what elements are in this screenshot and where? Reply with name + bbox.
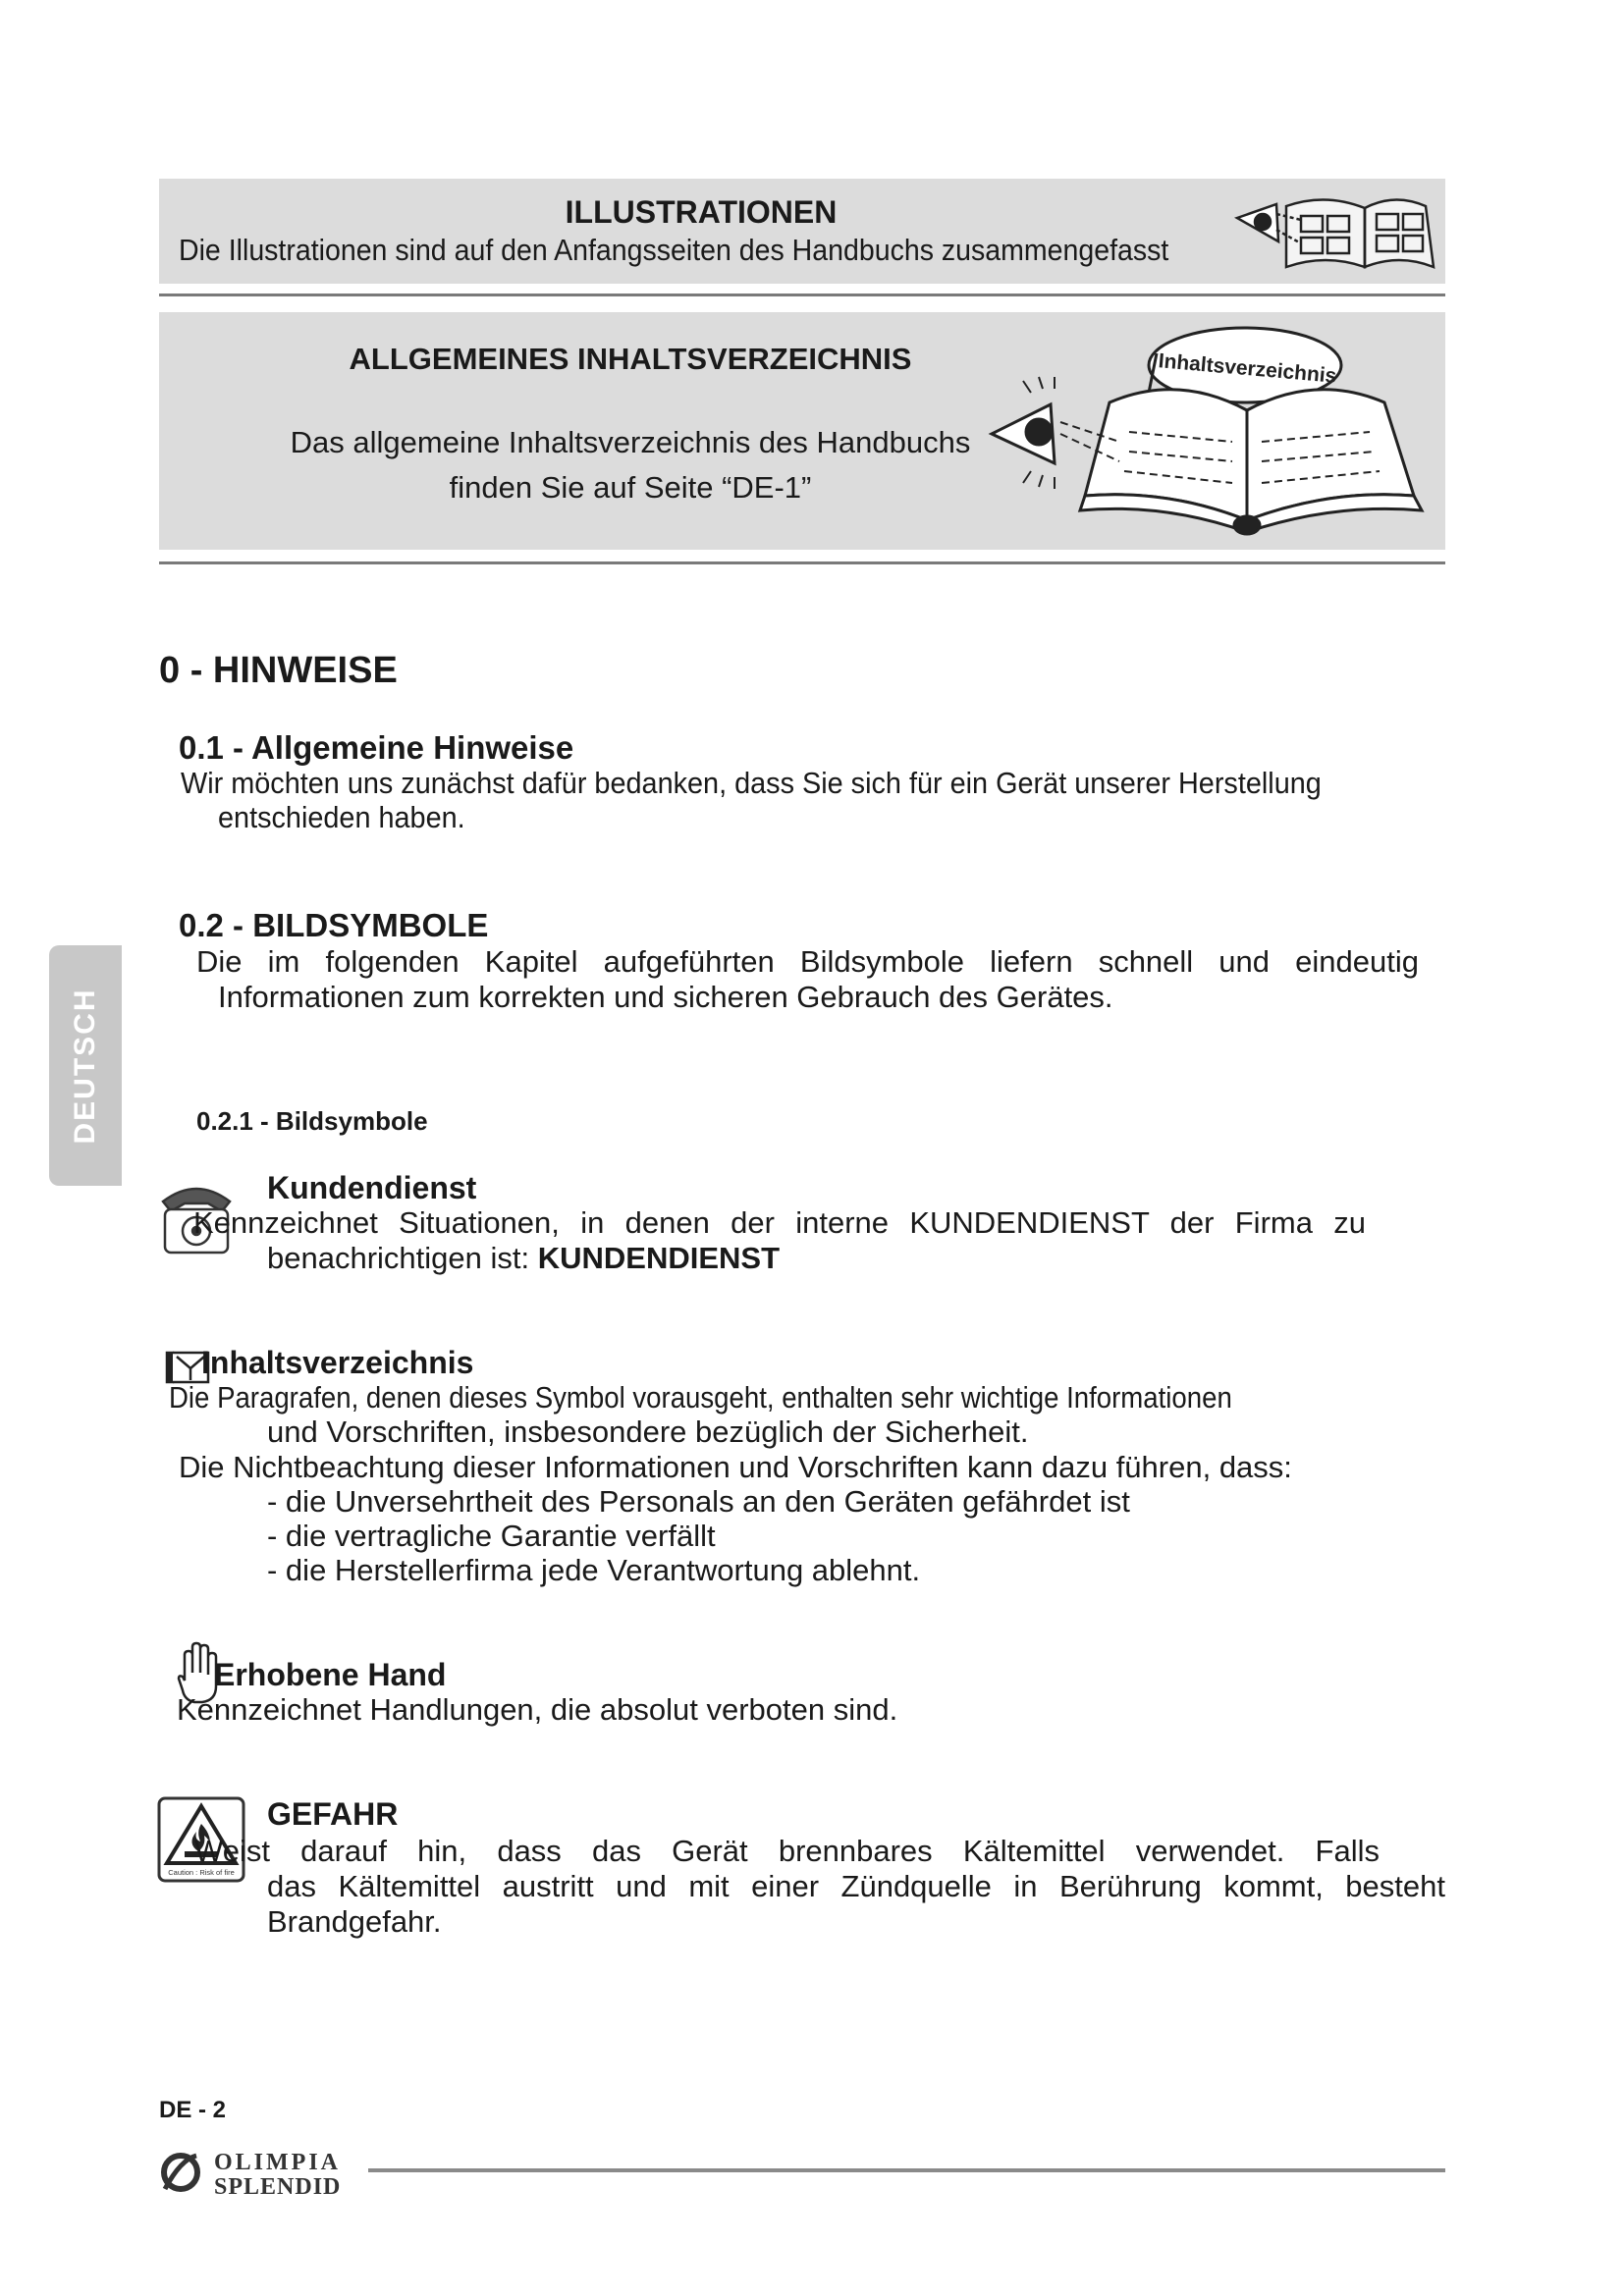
paragraph-line: Wir möchten uns zunächst dafür bedanken, dass Sie sich für ein Gerät unserer Herstellung (181, 766, 1322, 800)
paragraph-line: das Kältemittel austritt und mit einer Zündquelle in Berührung kommt, besteht (267, 1869, 1445, 1903)
paragraph-line (267, 1241, 780, 1276)
paragraph-line: Die im folgenden Kapitel aufgeführten Bildsymbole liefern schnell und eindeutig (196, 944, 1419, 979)
bullet-item: - die vertragliche Garantie verfällt (267, 1519, 716, 1553)
svg-text:OLIMPIA: OLIMPIA (214, 2150, 341, 2175)
fire-hazard-caption: Caution : Risk of fire (168, 1868, 235, 1877)
language-tab (49, 945, 122, 1186)
paragraph-line: Informationen zum korrekten und sicheren Gebrauch des Gerätes. (218, 980, 1113, 1014)
illustrations-description: Die Illustrationen sind auf den Anfangsseiten des Handbuchs zusammengefasst (179, 233, 1169, 267)
paragraph-line: Kennzeichnet Situationen, in denen der interne KUNDENDIENST der Firma zu (193, 1205, 1366, 1240)
paragraph-line: Brandgefahr. (267, 1904, 442, 1939)
book-label: Inhaltsverzeichnis (1157, 349, 1338, 388)
symbol-title: Erhobene Hand (214, 1657, 447, 1692)
paragraph-line: entschieden haben. (218, 800, 465, 834)
olimpia-splendid-logo (157, 2140, 368, 2201)
footer-divider (368, 2168, 1445, 2172)
eye-book-icon (1218, 187, 1438, 277)
subsection-heading: 0.2.1 - Bildsymbole (196, 1106, 428, 1136)
section-title: 0 - HINWEISE (159, 650, 398, 691)
symbol-title: Kundendienst (267, 1170, 477, 1205)
language-tab-label: DEUTSCH (69, 987, 101, 1145)
paragraph-line: Kennzeichnet Handlungen, die absolut verboten sind. (177, 1692, 898, 1727)
eye-open-book-icon (982, 324, 1438, 545)
bullet-item: - die Unversehrtheit des Personals an den Geräten gefährdet ist (267, 1484, 1130, 1519)
bullet-item: - die Herstellerfirma jede Verantwortung ablehnt. (267, 1553, 921, 1587)
general-index-title: ALLGEMEINES INHALTSVERZEICHNIS (349, 342, 912, 376)
svg-text:SPLENDID: SPLENDID (214, 2174, 342, 2200)
symbol-title: Inhaltsverzeichnis (201, 1345, 474, 1380)
paragraph-line: Weist darauf hin, dass das Gerät brennbares Kältemittel verwendet. Falls (194, 1834, 1380, 1868)
paragraph-bold: KUNDENDIENST (537, 1241, 781, 1275)
symbol-title: GEFAHR (267, 1796, 399, 1832)
general-index-line: finden Sie auf Seite “DE-1” (449, 470, 812, 505)
paragraph-text: benachrichtigen ist: (267, 1241, 538, 1275)
general-index-description (159, 420, 1102, 510)
paragraph-line: und Vorschriften, insbesondere bezüglich der Sicherheit. (267, 1415, 1029, 1449)
page-number: DE - 2 (159, 2097, 227, 2123)
divider (159, 294, 1445, 296)
divider (159, 561, 1445, 564)
section-heading: 0.2 - BILDSYMBOLE (179, 907, 489, 943)
illustrations-title: ILLUSTRATIONEN (565, 194, 838, 230)
paragraph-line: Die Nichtbeachtung dieser Informationen und Vorschriften kann dazu führen, dass: (179, 1450, 1292, 1484)
general-index-line: Das allgemeine Inhaltsverzeichnis des Handbuchs (290, 425, 971, 459)
section-heading: 0.1 - Allgemeine Hinweise (179, 729, 574, 766)
paragraph-line: Die Paragrafen, denen dieses Symbol vorausgeht, enthalten sehr wichtige Informationen (169, 1380, 1232, 1415)
